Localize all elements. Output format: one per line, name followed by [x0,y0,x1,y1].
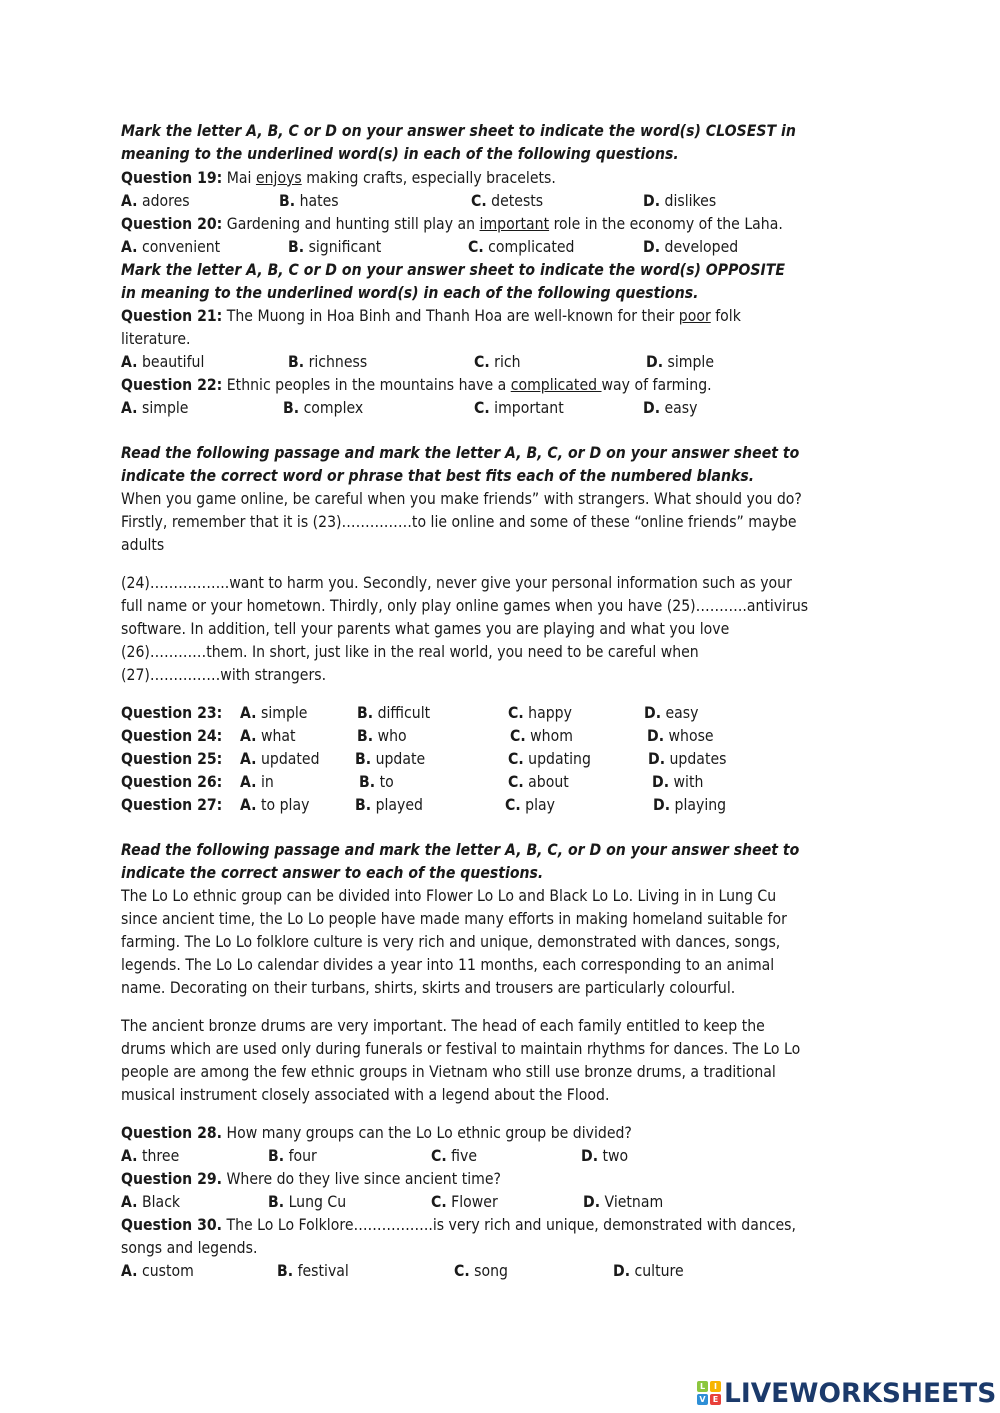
cube-letter: V [697,1394,708,1405]
option-text: simple [256,703,308,722]
option-d[interactable] [613,1259,684,1282]
question-label: Question 30. [121,1215,223,1234]
question-text: way of farming. [601,375,712,394]
question-19 [121,166,556,189]
option-d[interactable] [643,235,738,258]
option-b[interactable] [268,1144,317,1167]
question-text: making crafts, especially bracelets. [301,168,556,187]
option-letter: C. [508,772,524,791]
cube-letter: I [710,1381,721,1392]
option-letter: A. [121,1261,138,1280]
option-letter: B. [277,1261,294,1280]
option-d[interactable] [652,770,703,793]
instruction-cloze-line-2: indicate the correct word or phrase that best fits each of the numbered blanks. [121,466,755,485]
option-text: about [523,772,569,791]
question-text: The Lo Lo Folklore……………..is very rich and unique, demonstrated with dances, [222,1215,796,1234]
option-text: convenient [137,237,221,256]
option-letter: D. [643,191,661,210]
option-letter: B. [288,352,305,371]
option-text: whom [525,726,573,745]
question-label: Question 21: [121,306,223,325]
instruction-reading-line-1: Read the following passage and mark the letter A, B, C, or D on your answer sheet to [121,840,800,859]
option-letter: C. [474,398,490,417]
option-letter: C. [508,703,524,722]
option-letter: D. [648,749,666,768]
option-b[interactable] [359,770,394,793]
question-text: role in the economy of the Laha. [549,214,783,233]
passage-line: name. Decorating on their turbans, shirts, skirts and trousers are particularly colourful. [121,978,736,997]
question-text: Where do they live since ancient time? [222,1169,501,1188]
option-letter: D. [583,1192,601,1211]
underlined-word: poor [678,306,711,325]
question-label: Question 24: [121,726,223,745]
option-letter: D. [643,237,661,256]
option-a[interactable] [240,724,296,747]
question-text: folk [710,306,741,325]
option-text: easy [661,703,699,722]
question-label: Question 25: [121,749,223,768]
option-text: significant [304,237,382,256]
option-text: easy [660,398,698,417]
option-letter: B. [268,1192,285,1211]
option-text: two [598,1146,629,1165]
option-letter: C. [468,237,484,256]
option-text: festival [293,1261,349,1280]
question-label: Question 27: [121,795,223,814]
question-text: How many groups can the Lo Lo ethnic group be divided? [222,1123,632,1142]
option-c[interactable] [431,1190,498,1213]
instruction-opposite-line-2: in meaning to the underlined word(s) in each of the following questions. [121,283,699,302]
option-letter: C. [510,726,526,745]
option-text: updating [523,749,591,768]
option-text: playing [670,795,727,814]
question-29 [121,1167,501,1190]
option-letter: A. [240,795,257,814]
option-text: updates [665,749,727,768]
option-text: what [256,726,296,745]
option-b[interactable] [279,189,339,212]
passage-line: full name or your hometown. Thirdly, only play online games when you have (25)………..antivirus [121,596,809,615]
question-label: Question 26: [121,772,223,791]
option-a[interactable] [121,189,190,212]
passage-line: since ancient time, the Lo Lo people have made many efforts in making homeland suitable for [121,909,787,928]
instruction-opposite-line-1: Mark the letter A, B, C or D on your answer sheet to indicate the word(s) OPPOSITE [121,260,785,279]
option-b[interactable] [283,396,363,419]
passage-line: (26)…………them. In short, just like in the real world, you need to be careful when [121,642,699,661]
passage-line: people are among the few ethnic groups in Vietnam who still use bronze drums, a traditional [121,1062,776,1081]
option-d[interactable] [653,793,726,816]
option-d[interactable] [647,724,714,747]
option-text: Black [137,1192,181,1211]
question-text: Ethnic peoples in the mountains have a [222,375,511,394]
option-text: song [469,1261,508,1280]
live-cube-icon [697,1381,721,1405]
option-text: complex [299,398,364,417]
option-letter: B. [283,398,300,417]
option-text: updated [256,749,320,768]
option-letter: A. [240,749,257,768]
option-letter: C. [454,1261,470,1280]
liveworksheets-logo[interactable] [697,1378,1000,1408]
option-a[interactable] [121,1144,179,1167]
option-text: Vietnam [600,1192,664,1211]
cube-letter: E [710,1394,721,1405]
option-c[interactable] [508,770,569,793]
option-letter: A. [240,703,257,722]
option-d[interactable] [644,701,698,724]
question-20 [121,212,783,235]
option-text: rich [489,352,521,371]
option-d[interactable] [583,1190,663,1213]
option-d[interactable] [581,1144,628,1167]
option-text: custom [137,1261,194,1280]
question-label: Question 23: [121,703,223,722]
option-letter: A. [121,1146,138,1165]
option-letter: B. [279,191,296,210]
passage-line: musical instrument closely associated with a legend about the Flood. [121,1085,610,1104]
question-label: Question 22: [121,375,223,394]
option-text: hates [295,191,339,210]
option-b[interactable] [288,350,367,373]
underlined-word: enjoys [255,168,302,187]
option-c[interactable] [508,701,572,724]
option-text: played [371,795,423,814]
question-30-continuation: songs and legends. [121,1238,258,1257]
question-text: Gardening and hunting still play an [222,214,480,233]
underlined-word: important [479,214,550,233]
option-letter: D. [646,352,664,371]
option-letter: C. [505,795,521,814]
option-d[interactable] [643,396,697,419]
option-letter: A. [121,398,138,417]
passage-line: The Lo Lo ethnic group can be divided into Flower Lo Lo and Black Lo Lo. Living in in Lung Cu [121,886,777,905]
option-a[interactable] [240,747,320,770]
option-text: who [373,726,407,745]
option-text: beautiful [137,352,205,371]
passage-line: drums which are used only during funerals or festival to maintain rhythms for dances. The Lo Lo [121,1039,801,1058]
option-a[interactable] [240,701,307,724]
option-letter: A. [240,772,257,791]
passage-line: When you game online, be careful when you make friends” with strangers. What should you do? [121,489,802,508]
option-c[interactable] [431,1144,477,1167]
question-text: Mai [222,168,256,187]
option-letter: A. [121,191,138,210]
option-b[interactable] [357,724,407,747]
option-letter: B. [355,795,372,814]
option-letter: C. [471,191,487,210]
passage-line: adults [121,535,165,554]
option-text: to [375,772,394,791]
option-text: with [669,772,704,791]
option-letter: A. [121,1192,138,1211]
option-text: whose [664,726,714,745]
option-letter: D. [647,726,665,745]
option-text: difficult [373,703,431,722]
option-letter: A. [121,237,138,256]
option-letter: D. [644,703,662,722]
option-c[interactable] [454,1259,508,1282]
option-text: complicated [483,237,575,256]
option-letter: A. [240,726,257,745]
option-letter: B. [288,237,305,256]
option-a[interactable] [121,1259,194,1282]
option-text: Flower [446,1192,498,1211]
option-a[interactable] [121,235,220,258]
option-text: five [446,1146,478,1165]
option-c[interactable] [474,396,564,419]
question-label: Question 28. [121,1123,223,1142]
option-text: culture [630,1261,684,1280]
option-text: four [284,1146,317,1165]
option-d[interactable] [643,189,716,212]
option-c[interactable] [474,350,521,373]
option-d[interactable] [648,747,726,770]
option-a[interactable] [240,793,309,816]
passage-line: legends. The Lo Lo calendar divides a year into 11 months, each corresponding to an animal [121,955,775,974]
option-b[interactable] [355,793,423,816]
option-letter: A. [121,352,138,371]
passage-line: farming. The Lo Lo folklore culture is very rich and unique, demonstrated with dances, songs, [121,932,781,951]
underlined-word: complicated [510,375,602,394]
option-letter: C. [508,749,524,768]
logo-text: LIVEWORKSHEETS [724,1377,997,1409]
option-c[interactable] [505,793,555,816]
cube-letter: L [697,1381,708,1392]
question-label: Question 19: [121,168,223,187]
option-letter: D. [581,1146,599,1165]
option-b[interactable] [355,747,425,770]
option-a[interactable] [240,770,274,793]
option-text: simple [137,398,189,417]
option-letter: B. [268,1146,285,1165]
option-letter: B. [357,726,374,745]
option-c[interactable] [508,747,591,770]
instruction-cloze-line-1: Read the following passage and mark the letter A, B, C, or D on your answer sheet to [121,443,800,462]
question-21 [121,304,741,327]
option-letter: B. [357,703,374,722]
option-c[interactable] [471,189,543,212]
option-letter: B. [355,749,372,768]
question-label: Question 29. [121,1169,223,1188]
option-a[interactable] [121,350,204,373]
passage-line: The ancient bronze drums are very important. The head of each family entitled to keep the [121,1016,765,1035]
option-letter: D. [613,1261,631,1280]
option-c[interactable] [468,235,574,258]
option-text: richness [304,352,368,371]
option-text: in [256,772,274,791]
option-text: detests [486,191,544,210]
instruction-reading-line-2: indicate the correct answer to each of the questions. [121,863,544,882]
instruction-closest-line-1: Mark the letter A, B, C or D on your answer sheet to indicate the word(s) CLOSEST in [121,121,796,140]
question-30 [121,1213,796,1236]
option-text: play [520,795,555,814]
option-letter: D. [643,398,661,417]
option-b[interactable] [277,1259,349,1282]
option-text: dislikes [660,191,717,210]
option-text: three [137,1146,180,1165]
option-letter: C. [431,1146,447,1165]
option-text: important [489,398,564,417]
question-28 [121,1121,632,1144]
option-letter: B. [359,772,376,791]
passage-line: (24)……………..want to harm you. Secondly, never give your personal information such as your [121,573,792,592]
option-letter: C. [474,352,490,371]
option-text: simple [663,352,714,371]
option-c[interactable] [510,724,573,747]
option-b[interactable] [268,1190,346,1213]
passage-line: Firstly, remember that it is (23)……………to lie online and some of these “online friends” maybe [121,512,797,531]
option-text: Lung Cu [284,1192,347,1211]
option-b[interactable] [288,235,381,258]
option-text: to play [256,795,310,814]
option-b[interactable] [357,701,430,724]
question-21-continuation: literature. [121,329,191,348]
option-letter: D. [652,772,670,791]
option-letter: C. [431,1192,447,1211]
question-22 [121,373,712,396]
option-a[interactable] [121,1190,180,1213]
option-text: happy [523,703,572,722]
option-letter: D. [653,795,671,814]
passage-line: software. In addition, tell your parents what games you are playing and what you love [121,619,730,638]
question-label: Question 20: [121,214,223,233]
option-text: developed [660,237,739,256]
option-text: update [371,749,426,768]
option-d[interactable] [646,350,714,373]
instruction-closest-line-2: meaning to the underlined word(s) in each of the following questions. [121,144,679,163]
question-text: The Muong in Hoa Binh and Thanh Hoa are well-known for their [222,306,679,325]
option-text: adores [137,191,190,210]
passage-line: (27)……………with strangers. [121,665,327,684]
option-a[interactable] [121,396,188,419]
